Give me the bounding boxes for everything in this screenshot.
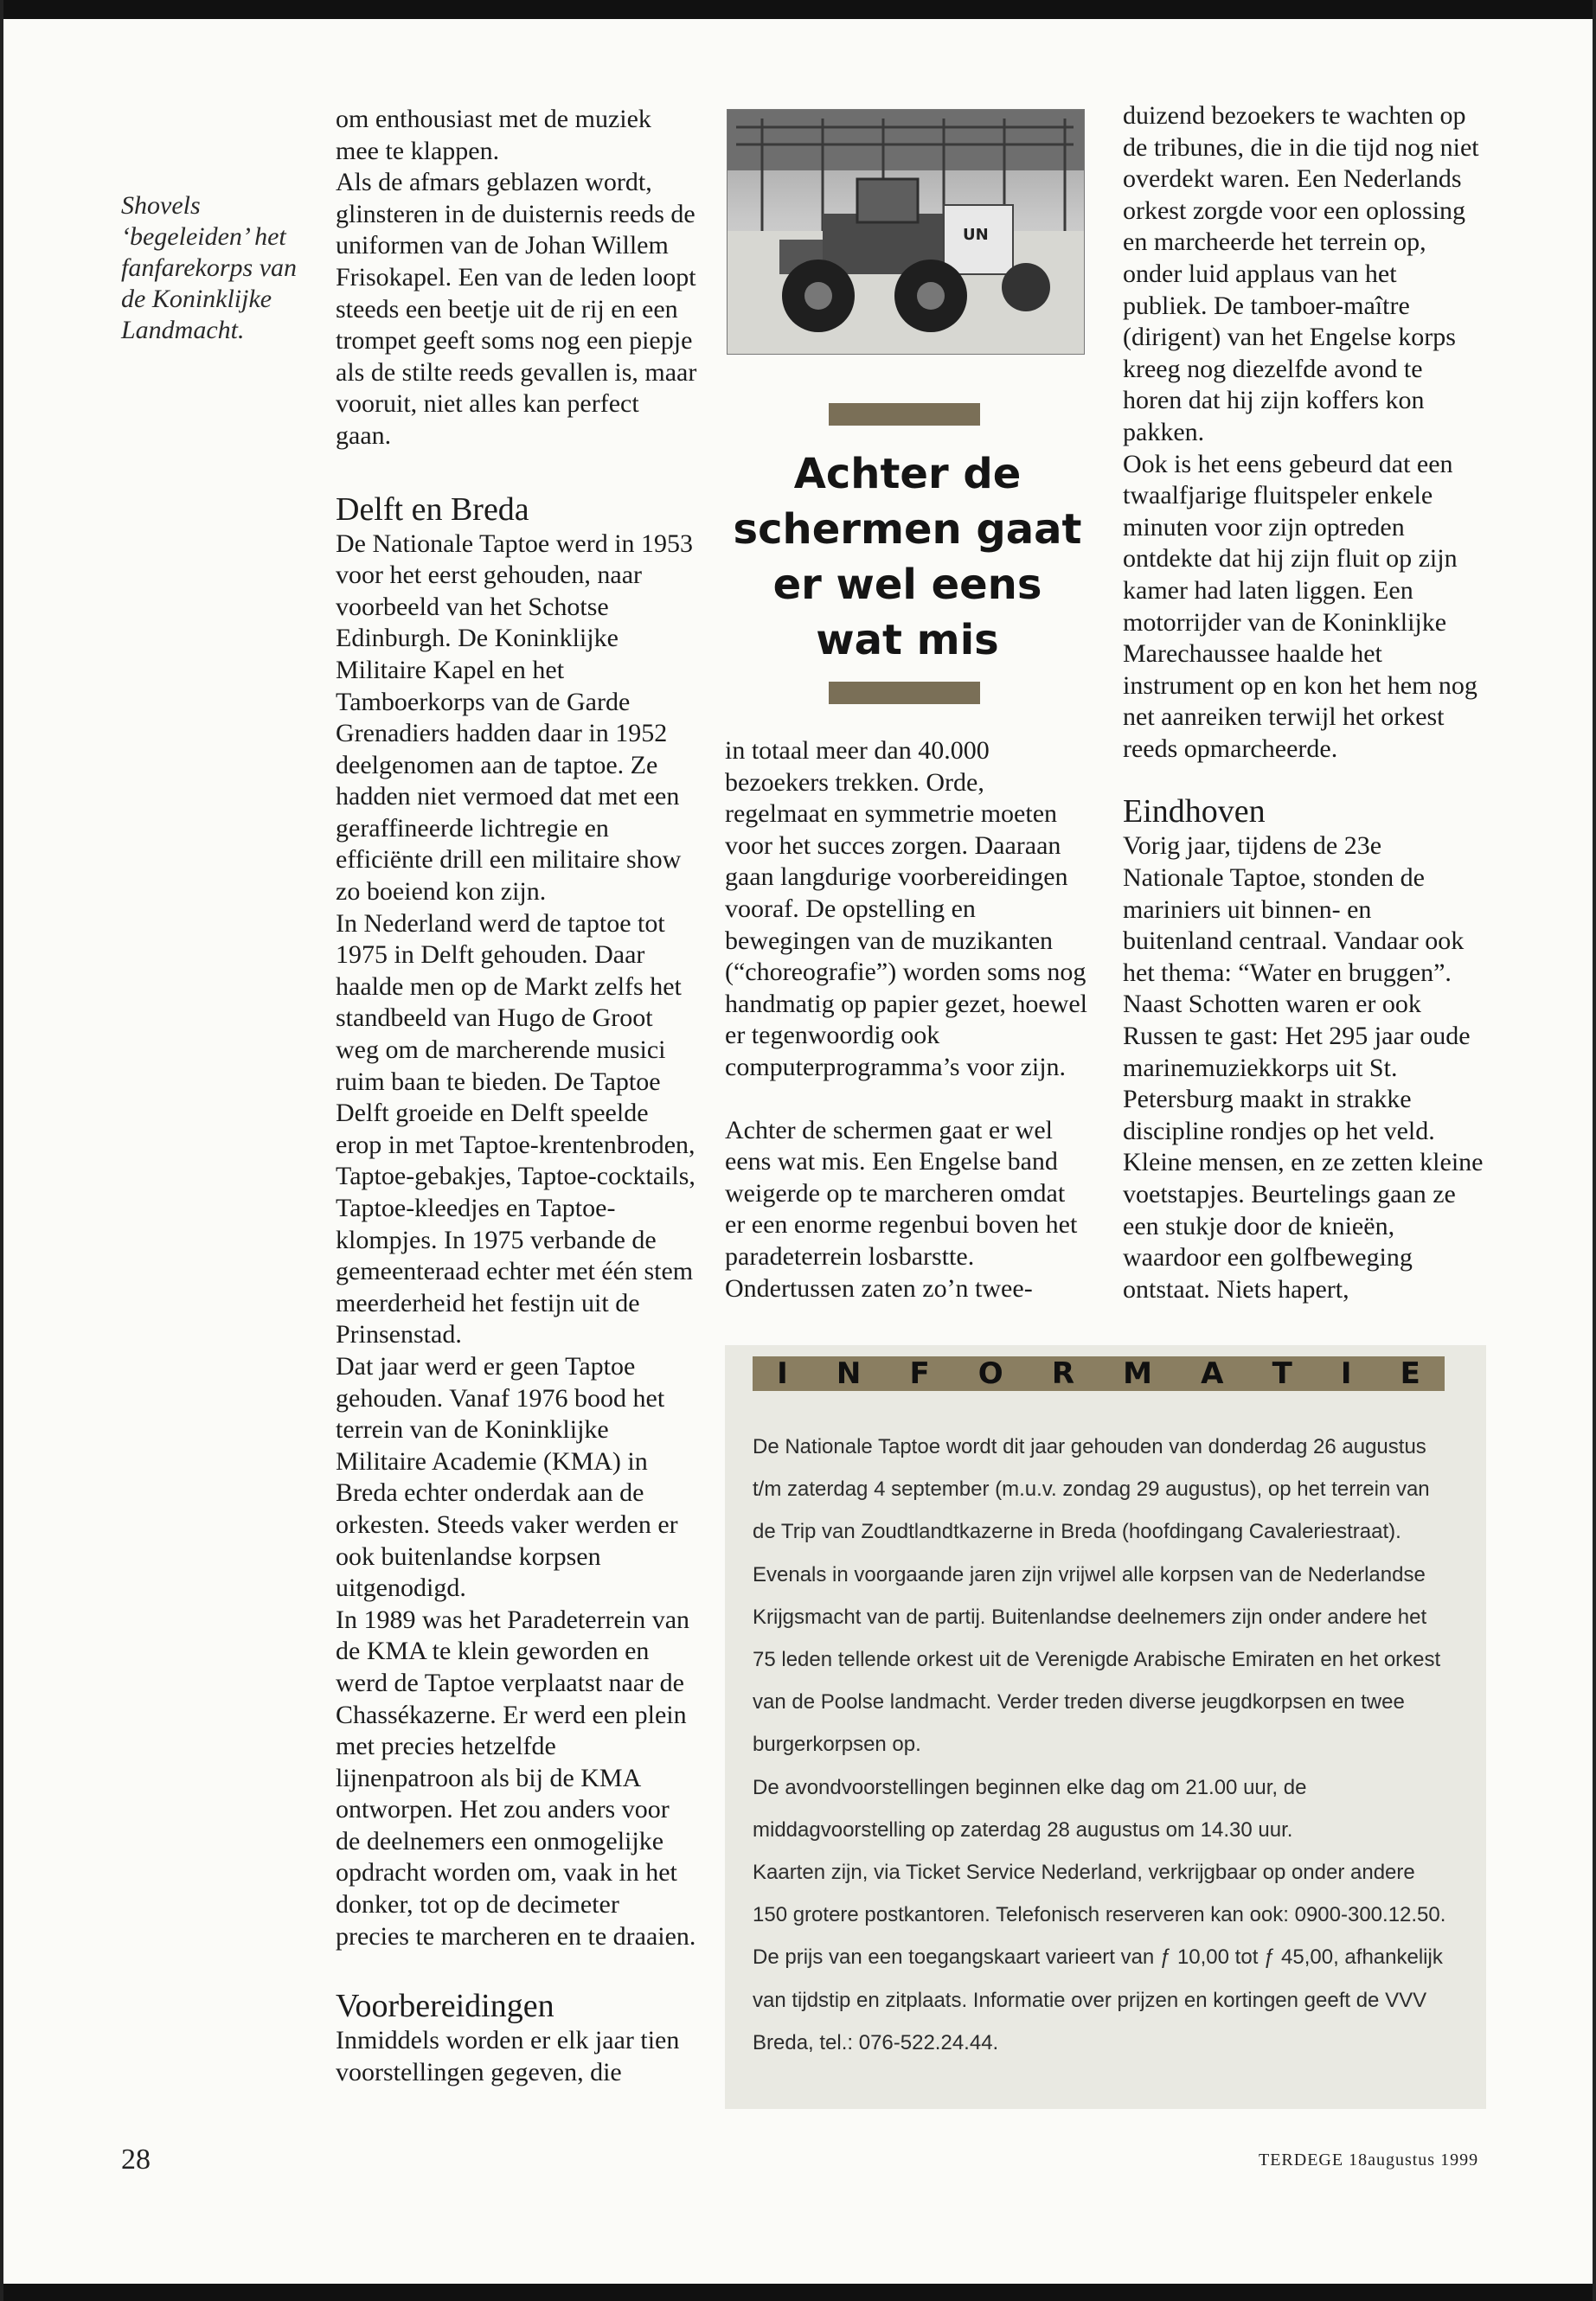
sign-text: UN [963, 226, 989, 244]
paragraph: duizend bezoekers te wachten op de tribunes, die in die tijd nog niet overdekt waren. Een Nederlands orkest zorgde voor een oplossing en marcheerde het terrein op, onder luid applaus van het publiek. De tamboer-maître (dirigent) van het Engelse korps kreeg nog diezelfde avond te horen dat hij zijn koffers kon pakken. [1123, 101, 1479, 446]
scan-border-right [1593, 0, 1596, 2301]
publication-footer: TERDEGE 18augustus 1999 [1259, 2150, 1479, 2170]
info-letter: I [777, 1356, 788, 1391]
info-letter: A [1201, 1356, 1224, 1391]
scan-border-top [0, 0, 1596, 19]
scan-border-bottom [0, 2284, 1596, 2301]
info-letter: O [977, 1356, 1003, 1391]
info-letter: T [1272, 1356, 1292, 1391]
paragraph: In 1989 was het Paradeterrein van de KMA te klein geworden en werd de Taptoe verplaatst naar de Chassékazerne. Er werd een plein met precies hetzelfde lijnenpatroon als bij de KMA ontworpen. Het zou anders voor de deelnemers een onmogelijke opdracht worden om, vaak in het donker, tot op de decimeter precies te marcheren en te draaien. [336, 1605, 696, 1951]
paragraph: Als de afmars geblazen wordt, glinsteren in de duisternis reeds de uniformen van de Johan Willem Frisokapel. Een van de leden loopt steeds een beetje uit de rij en een trompet geeft soms nog een piepje als de stilte reeds gevallen is, maar vooruit, niet alles kan perfect gaan. [336, 168, 697, 450]
paragraph: in totaal meer dan 40.000 bezoekers trekken. Orde, regelmaat en symmetrie moeten voor het succes zorgen. Daaraan gaan langdurige voorbereidingen vooraf. De opstelling en bewegingen van de muzikanten (“choreografie”) worden soms nog handmatig op papier gezet, hoewel er tegenwoordig ook computerprogramma’s voor zijn. [725, 736, 1088, 1081]
paragraph: Inmiddels worden er elk jaar tien voorstellingen gegeven, die [336, 2026, 680, 2086]
info-box-header [753, 1356, 1445, 1391]
info-box-text [753, 1426, 1453, 2064]
section-heading: Delft en Breda [336, 490, 529, 528]
paragraph: De Nationale Taptoe werd in 1953 voor het eerst gehouden, naar voorbeeld van het Schotse Edinburgh. De Koninklijke Militaire Kapel en het Tamboerkorps van de Garde Grenadiers hadden daar in 1952 deelgenomen aan de taptoe. Ze hadden niet vermoed dat met een geraffineerde lichtregie en efficiënte drill een militaire show zo boeiend kon zijn. [336, 529, 694, 907]
page-number: 28 [121, 2144, 151, 2176]
paragraph: Ook is het eens gebeurd dat een twaalfjarige fluitspeler enkele minuten voor zijn optreden ontdekte dat hij zijn fluit op zijn kamer had laten liggen. Een motorrijder van de Koninklijke Marechaussee haalde het instrument op en kon het hem nog net aanreiken terwijl het orkest reeds opmarcheerde. [1123, 449, 1477, 763]
shovel-photo [727, 109, 1085, 355]
pull-quote-bar-bottom [829, 682, 980, 704]
info-letter: M [1123, 1356, 1152, 1391]
info-paragraph: De prijs van een toegangskaart varieert van ƒ 10,00 tot ƒ 45,00, afhankelijk van tijdstip en zitplaats. Informatie over prijzen en kortingen geeft de VVV Breda, tel.: 076-522.24.44. [753, 1945, 1443, 2054]
info-paragraph: Evenals in voorgaande jaren zijn vrijwel alle korpsen van de Nederlandse Krijgsmacht van de partij. Buitenlandse deelnemers zijn onder andere het 75 leden tellende orkest uit de Verenigde Arabische Emiraten en het orkest van de Poolse landmacht. Verder treden diverse jeugdkorpsen en twee burgerkorpsen op. [753, 1562, 1441, 1757]
info-letter: R [1051, 1356, 1075, 1391]
pull-quote: Achter de schermen gaat er wel eens wat mis [733, 450, 1082, 664]
pull-quote-bar-top [829, 403, 980, 426]
section-heading: Voorbereidingen [336, 1988, 554, 2025]
scan-border-left [0, 0, 3, 2301]
info-paragraph: De Nationale Taptoe wordt dit jaar gehouden van donderdag 26 augustus t/m zaterdag 4 september (m.u.v. zondag 29 augustus), op het terrein van de Trip van Zoudtlandtkazerne in Breda (hoofdingang Cavaleriestraat). [753, 1435, 1430, 1544]
article-column-3 [1123, 100, 1486, 1305]
article-column-1 [336, 104, 699, 2088]
article-column-2 [725, 735, 1088, 1304]
info-letter: N [836, 1356, 862, 1391]
info-paragraph: Kaarten zijn, via Ticket Service Nederland, verkrijgbaar op onder andere 150 grotere postkantoren. Telefonisch reserveren kan ook: 0900-300.12.50. [753, 1861, 1446, 1927]
paragraph: Dat jaar werd er geen Taptoe gehouden. Vanaf 1976 bood het terrein van de Koninklijke Militaire Academie (KMA) in Breda echter onderdak aan de orkesten. Steeds vaker werden er ook buitenlandse korpsen uitgenodigd. [336, 1351, 678, 1603]
paragraph: Naast Schotten waren er ook Russen te gast: Het 295 jaar oude marinemuziekkorps uit St. Petersburg maakt in strakke discipline rondjes op het veld. Kleine mensen, en ze zetten kleine voetstapjes. Beurtelings gaan ze een stukje door de knieën, waardoor een golfbeweging ontstaat. Niets hapert, [1123, 990, 1484, 1304]
section-heading: Eindhoven [1123, 793, 1266, 830]
info-letter: E [1400, 1356, 1420, 1391]
paragraph: Vorig jaar, tijdens de 23e Nationale Taptoe, stonden de mariniers uit binnen- en buitenland centraal. Vandaar ook het thema: “Water en bruggen”. [1123, 831, 1465, 987]
paragraph: In Nederland werd de taptoe tot 1975 in Delft gehouden. Daar haalde men op de Markt zelfs het standbeeld van Hugo de Groot weg om de marcherende musici ruim baan te bieden. De Taptoe Delft groeide en Delft speelde erop in met Taptoe-krentenbroden, Taptoe-gebakjes, Taptoe-cocktails, Taptoe-kleedjes en Taptoe-klompjes. In 1975 verbande de gemeenteraad echter met één stem meerderheid het festijn uit de Prinsenstad. [336, 908, 695, 1349]
photo-caption: Shovels ‘begeleiden’ het fanfarekorps van de Koninklijke Landmacht. [121, 191, 298, 344]
info-paragraph: De avondvoorstellingen beginnen elke dag om 21.00 uur, de middagvoorstelling op zaterdag 28 augustus om 14.30 uur. [753, 1775, 1307, 1842]
info-letter: F [909, 1356, 930, 1391]
info-letter: I [1340, 1356, 1352, 1391]
paragraph: Achter de schermen gaat er wel eens wat mis. Een Engelse band weigerde op te marcheren omdat er een enorme regenbui boven het paradeterrein losbarstte. Ondertussen zaten zo’n twee- [725, 1115, 1078, 1303]
paragraph: om enthousiast met de muziek mee te klappen. [336, 105, 651, 165]
